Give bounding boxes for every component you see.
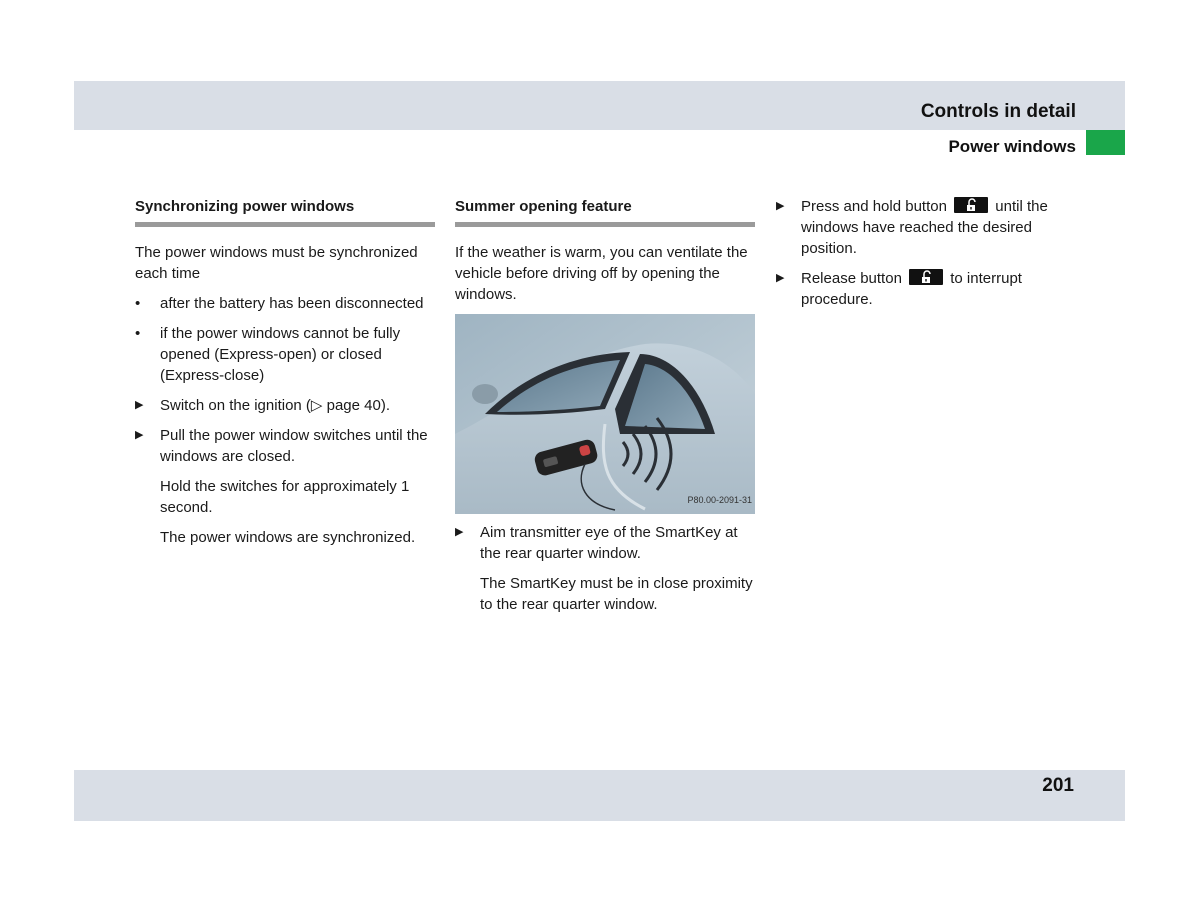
arrow-icon: ▶ bbox=[455, 526, 464, 538]
instruction-step bbox=[776, 196, 1076, 259]
unlock-icon bbox=[909, 269, 943, 285]
chapter-title: Controls in detail bbox=[920, 101, 1076, 122]
step-note: Hold the switches for approximately 1 second. bbox=[160, 478, 410, 516]
section-title: Power windows bbox=[948, 137, 1076, 156]
intro-text: The power windows must be synchronized each time bbox=[135, 244, 418, 282]
step-text: Switch on the ignition (▷ page 40). bbox=[160, 397, 391, 414]
column-procedure bbox=[776, 196, 1076, 319]
column-summer-opening bbox=[455, 196, 755, 624]
arrow-icon: ▶ bbox=[135, 399, 144, 411]
heading-synchronizing: Synchronizing power windows bbox=[135, 196, 435, 227]
car-window-image bbox=[455, 314, 755, 514]
column-synchronizing bbox=[135, 196, 435, 557]
list-item bbox=[135, 323, 435, 386]
instruction-step bbox=[776, 268, 1076, 310]
list-item-text: after the battery has been disconnected bbox=[160, 295, 424, 312]
bullet-icon: • bbox=[135, 295, 141, 312]
step-note: The SmartKey must be in close proximity to the rear quarter window. bbox=[480, 575, 753, 613]
step-text: to interrupt procedure. bbox=[801, 270, 1022, 308]
arrow-icon: ▶ bbox=[776, 272, 785, 284]
instruction-step bbox=[135, 395, 435, 416]
arrow-icon: ▶ bbox=[776, 200, 785, 212]
footer-band bbox=[74, 770, 1125, 821]
arrow-icon: ▶ bbox=[135, 429, 144, 441]
step-text: Pull the power window switches until the windows are closed. bbox=[160, 427, 428, 465]
smartkey-illustration bbox=[455, 314, 755, 514]
list-item bbox=[135, 293, 435, 314]
step-text: Press and hold button bbox=[801, 198, 947, 215]
section-tab-marker bbox=[1086, 130, 1125, 155]
list-item-text: if the power windows cannot be fully opened (Express-open) or closed (Express-close) bbox=[160, 325, 401, 384]
unlock-icon bbox=[954, 197, 988, 213]
instruction-step bbox=[135, 425, 435, 467]
intro-text: If the weather is warm, you can ventilate the vehicle before driving off by opening the windows. bbox=[455, 244, 748, 303]
heading-summer-opening: Summer opening feature bbox=[455, 196, 755, 227]
page-number: 201 bbox=[1042, 775, 1074, 796]
step-note: The power windows are synchronized. bbox=[160, 529, 416, 546]
step-text: Release button bbox=[801, 270, 902, 287]
bullet-icon: • bbox=[135, 325, 141, 342]
step-text: Aim transmitter eye of the SmartKey at the rear quarter window. bbox=[480, 524, 738, 562]
image-code: P80.00-2091-31 bbox=[687, 495, 752, 505]
instruction-step bbox=[455, 522, 755, 564]
step-text: until the windows have reached the desired position. bbox=[801, 198, 1048, 257]
